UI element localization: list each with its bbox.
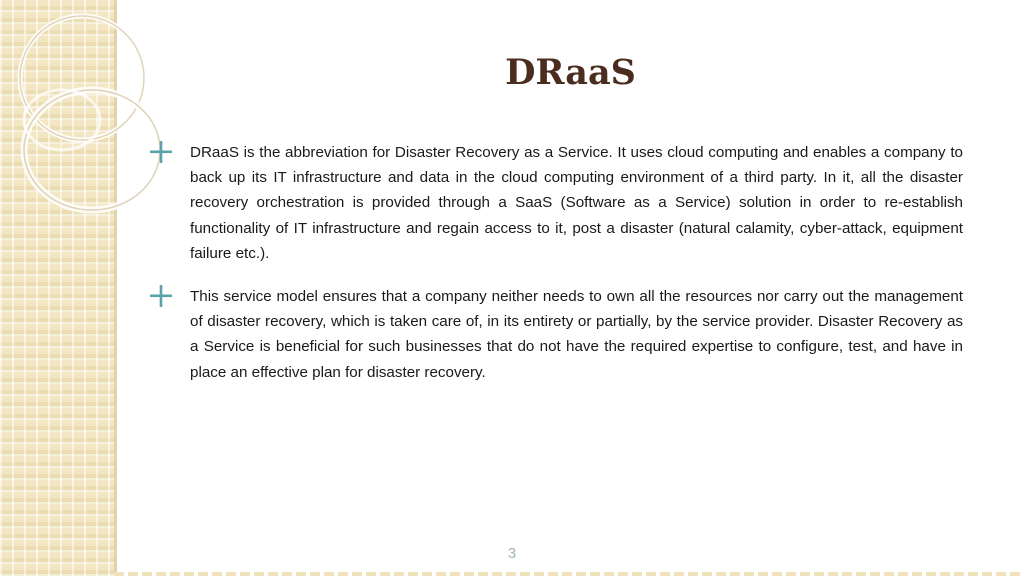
bullet-text: DRaaS is the abbreviation for Disaster Recovery as a Service. It uses cloud computing and enables a company to back up its IT infrastructure and data in the cloud computing environment of a third party. In it, all the disaster recovery orchestration is provided through a SaaS (Software as a Service) solution in order to re-establish functionality of IT infrastructure and regain access to it, post a disaster (natural calamity, cyber-attack, equipment failure etc.). — [190, 144, 963, 262]
bullet-item — [150, 140, 963, 266]
decorative-bottom-strip — [114, 572, 1024, 576]
plus-icon — [150, 285, 172, 307]
bullet-list — [150, 140, 963, 403]
slide-title: DRaaS — [505, 52, 636, 93]
bullet-item — [150, 284, 963, 385]
plus-icon — [150, 141, 172, 163]
page-number: 3 — [507, 545, 517, 562]
bullet-text: This service model ensures that a company neither needs to own all the resources nor carry out the management of disaster recovery, which is taken care of, in its entirety or partially, by the service provider. Disaster Recovery as a Service is beneficial for such businesses that do not have the required expertise to configure, test, and have in place an effective plan for disaster recovery. — [190, 288, 963, 381]
